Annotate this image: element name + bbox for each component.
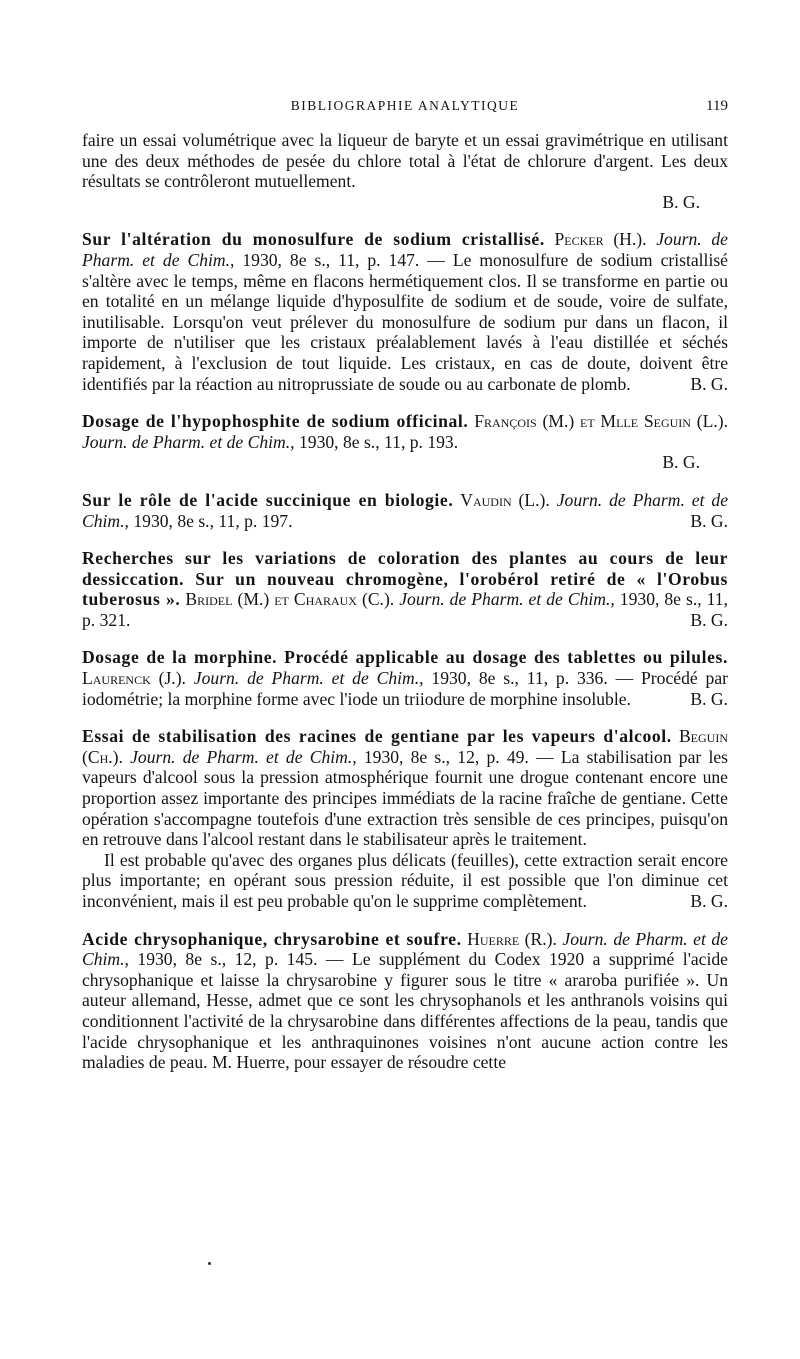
entry-text: — Procédé par iodométrie; la morphine forme avec l'iode un triiodure de morphine insoluble. (82, 668, 728, 709)
entry-journal: Journ. de Pharm. et de Chim., (82, 431, 295, 452)
entry-reference: 1930, 8e s., 11, p. 147. (242, 249, 420, 270)
entry-reference: 1930, 8e s., 11, p. 336. (431, 668, 608, 689)
entry-reference: 1930, 8e s., 11, p. 321. (82, 589, 728, 630)
entry-text-continued: Il est probable qu'avec des organes plus délicats (feuilles), cette extraction serait encore plus importante; en opérant sous pression réduite, il est possible que l'on diminue cet inconvénient, mais il est peu probable qu'on le supprime complètement. (82, 849, 728, 911)
entry-author: Vaudin (L.). (460, 489, 550, 510)
entry-journal: Journ. de Pharm. et de Chim., (82, 229, 728, 270)
print-speck (208, 1262, 211, 1265)
entry-reference: 1930, 8e s., 12, p. 49. (363, 746, 529, 767)
entry-gentiane (82, 726, 728, 911)
intro-paragraph (82, 130, 728, 212)
entry-title: Dosage de l'hypophosphite de sodium officinal. (82, 411, 469, 432)
entry-title: Sur le rôle de l'acide succinique en biologie. (82, 489, 454, 510)
entry-initials: B. G. (690, 609, 728, 630)
running-head (82, 98, 728, 122)
intro-text: faire un essai volumétrique avec la liqueur de baryte et un essai gravimétrique en utilisant une des deux méthodes de pesée du chlore total à l'état de chlorure d'argent. Les deux résultats se contrôleront mutuellement. (82, 130, 728, 192)
entry-author: Beguin (Ch.). (82, 726, 728, 767)
entry-initials: B. G. (690, 688, 728, 709)
entry-hypophosphite (82, 411, 728, 473)
entry-monosulfure (82, 229, 728, 394)
entry-reference: 1930, 8e s., 12, p. 145. (137, 949, 318, 970)
page-number: 119 (706, 98, 728, 114)
entry-text: — Le monosulfure de sodium cristallisé s'altère avec le temps, même en flacons hermétiquement clos. Il se transforme en partie ou en totalité en un mélange liquide d'hyposulfite de sodium et de soude, voire de sulfate, inutilisable. Lorsqu'on veut prélever du monosulfure de sodium pur dans un flacon, il importe de n'utiliser que les cristaux préalablement lavés à l'eau distillée et séchés rapidement, à l'exclusion de tout liquide. Les cristaux, en cas de doute, doivent être identifiés par la réaction au nitroprussiate de soude ou au carbonate de plomb. (82, 249, 728, 394)
entry-chromogene (82, 548, 728, 630)
entry-initials: B. G. (662, 452, 700, 473)
entry-author: Pecker (H.). (554, 229, 647, 250)
entry-reference: 1930, 8e s., 11, p. 197. (133, 510, 293, 531)
entry-reference: 1930, 8e s., 11, p. 193. (298, 431, 459, 452)
entry-acide-succinique (82, 490, 728, 531)
entry-journal: Journ. de Pharm. et de Chim., (130, 746, 357, 767)
entry-title: Dosage de la morphine. Procédé applicable au dosage des tablettes ou pilules. (82, 647, 728, 668)
entry-initials: B. G. (690, 510, 728, 531)
entry-text: — Le supplément du Codex 1920 a supprimé l'acide chrysophanique et laisse la chrysarobine y figurer sous le titre « araroba purifiée ». Un auteur allemand, Hesse, admet que ce sont les chrysophanols et les anthranols voisins qui conditionnent l'activité de la chrysarobine dans différentes affections de la peau, tandis que l'acide chrysophanique et les anthraquinones voisines n'ont aucune action contre les maladies de peau. M. Huerre, pour essayer de résoudre cette (82, 949, 728, 1073)
entry-title: Recherches sur les variations de coloration des plantes au cours de leur dessiccation. Sur un nouveau chromogène, l'orobérol retiré de « l'Orobus tuberosus ». (82, 548, 728, 610)
entry-journal: Journ. de Pharm. et de Chim., (82, 489, 729, 531)
entry-author: François (M.) et Mlle Seguin (L.). (474, 411, 728, 432)
entry-title: Sur l'altération du monosulfure de sodium cristallisé. (82, 229, 545, 250)
entry-morphine (82, 647, 728, 709)
entry-author: Huerre (R.). (467, 928, 557, 949)
entry-title: Essai de stabilisation des racines de gentiane par les vapeurs d'alcool. (82, 726, 672, 747)
article-body (82, 130, 728, 1073)
entry-journal: Journ. de Pharm. et de Chim., (193, 668, 424, 689)
running-head-title: BIBLIOGRAPHIE ANALYTIQUE (290, 98, 520, 113)
entry-initials: B. G. (690, 891, 728, 911)
entry-journal: Journ. de Pharm. et de Chim., (399, 589, 615, 610)
entry-author: Bridel (M.) et Charaux (C.). (185, 589, 395, 610)
entry-chrysophanique (82, 929, 728, 1073)
entry-text: — La stabilisation par les vapeurs d'alcool sous la pression atmosphérique fournit une drogue contenant encore une proportion assez importante des principes immédiats de la racine fraîche de gentiane. Cette opération s'accompagne toutefois d'une extraction très sensible de ces principes, puisqu'on en retrouve dans l'alcool restant dans le stabilisateur après le traitement. (82, 746, 729, 850)
intro-initials: B. G. (662, 191, 700, 212)
entry-journal: Journ. de Pharm. et de Chim., (82, 928, 728, 970)
entry-initials: B. G. (690, 373, 728, 394)
entry-author: Laurenck (J.). (82, 668, 186, 689)
entry-title: Acide chrysophanique, chrysarobine et soufre. (82, 928, 462, 949)
